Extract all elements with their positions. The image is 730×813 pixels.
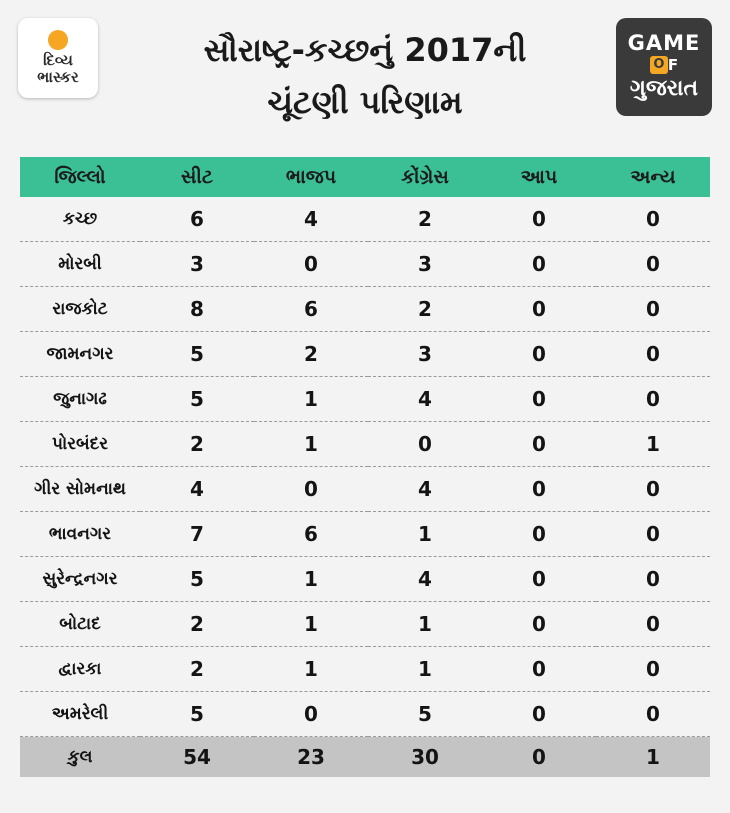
seats-cell: 8 — [140, 287, 254, 332]
congress-cell: 4 — [368, 467, 482, 512]
others-cell: 0 — [596, 692, 710, 737]
header-congress: કોંગ્રેસ — [368, 157, 482, 197]
seats-cell: 5 — [140, 692, 254, 737]
table-row — [20, 197, 710, 242]
congress-cell: 1 — [368, 512, 482, 557]
title-line1: સૌરાષ્ટ્ર-કચ્છનું 2017ની — [203, 31, 527, 69]
logo-right-line3: ગુજરાત — [629, 76, 699, 101]
table-row — [20, 287, 710, 332]
district-name: ગીર સોમનાથ — [20, 467, 140, 512]
game-of-gujarat-logo — [616, 18, 712, 116]
seats-cell: 2 — [140, 647, 254, 692]
district-name: કચ્છ — [20, 197, 140, 242]
logo-right-line2-text: F — [667, 56, 679, 74]
table-row — [20, 602, 710, 647]
others-cell: 0 — [596, 197, 710, 242]
header-district: જિલ્લો — [20, 157, 140, 197]
title-line2: ચૂંટણી પરિણામ — [267, 83, 463, 121]
others-cell: 0 — [596, 467, 710, 512]
bjp-cell: 0 — [254, 242, 368, 287]
seats-cell: 5 — [140, 332, 254, 377]
aap-cell: 0 — [482, 287, 596, 332]
table-row — [20, 332, 710, 377]
seats-cell: 4 — [140, 467, 254, 512]
logo-left-line2: ભાસ્કર — [37, 68, 79, 86]
aap-cell: 0 — [482, 512, 596, 557]
bjp-cell: 1 — [254, 602, 368, 647]
header-seats: સીટ — [140, 157, 254, 197]
congress-cell: 3 — [368, 242, 482, 287]
aap-cell: 0 — [482, 557, 596, 602]
district-name: ભાવનગર — [20, 512, 140, 557]
table-row — [20, 557, 710, 602]
total-others: 1 — [596, 737, 710, 778]
district-name: અમરેલી — [20, 692, 140, 737]
table-row — [20, 377, 710, 422]
header-aap: આપ — [482, 157, 596, 197]
others-cell: 0 — [596, 602, 710, 647]
congress-cell: 1 — [368, 602, 482, 647]
total-seats: 54 — [140, 737, 254, 778]
district-name: જુનાગઢ — [20, 377, 140, 422]
aap-cell: 0 — [482, 602, 596, 647]
others-cell: 0 — [596, 377, 710, 422]
bjp-cell: 2 — [254, 332, 368, 377]
table-row — [20, 647, 710, 692]
logo-right-box: O — [650, 56, 668, 74]
table-row — [20, 422, 710, 467]
district-name: જામનગર — [20, 332, 140, 377]
others-cell: 0 — [596, 647, 710, 692]
table-header-row — [20, 157, 710, 197]
congress-cell: 2 — [368, 287, 482, 332]
congress-cell: 4 — [368, 557, 482, 602]
bjp-cell: 1 — [254, 557, 368, 602]
seats-cell: 2 — [140, 422, 254, 467]
logo-right-line2 — [650, 55, 678, 75]
seats-cell: 5 — [140, 377, 254, 422]
congress-cell: 2 — [368, 197, 482, 242]
district-name: બોટાદ — [20, 602, 140, 647]
congress-cell: 5 — [368, 692, 482, 737]
district-name: રાજકોટ — [20, 287, 140, 332]
bjp-cell: 0 — [254, 467, 368, 512]
aap-cell: 0 — [482, 332, 596, 377]
seats-cell: 2 — [140, 602, 254, 647]
bjp-cell: 1 — [254, 377, 368, 422]
table-row — [20, 692, 710, 737]
others-cell: 0 — [596, 332, 710, 377]
header-bjp: ભાજપ — [254, 157, 368, 197]
table-row — [20, 512, 710, 557]
aap-cell: 0 — [482, 422, 596, 467]
others-cell: 0 — [596, 287, 710, 332]
seats-cell: 7 — [140, 512, 254, 557]
table-row — [20, 242, 710, 287]
bjp-cell: 1 — [254, 422, 368, 467]
seats-cell: 5 — [140, 557, 254, 602]
district-name: દ્વારકા — [20, 647, 140, 692]
district-name: સુરેન્દ્રનગર — [20, 557, 140, 602]
total-bjp: 23 — [254, 737, 368, 778]
congress-cell: 0 — [368, 422, 482, 467]
aap-cell: 0 — [482, 197, 596, 242]
others-cell: 0 — [596, 242, 710, 287]
congress-cell: 3 — [368, 332, 482, 377]
total-congress: 30 — [368, 737, 482, 778]
aap-cell: 0 — [482, 692, 596, 737]
results-table — [20, 157, 710, 777]
congress-cell: 1 — [368, 647, 482, 692]
aap-cell: 0 — [482, 467, 596, 512]
others-cell: 0 — [596, 512, 710, 557]
others-cell: 0 — [596, 557, 710, 602]
congress-cell: 4 — [368, 377, 482, 422]
divya-bhaskar-logo — [18, 18, 98, 98]
bjp-cell: 4 — [254, 197, 368, 242]
total-row — [20, 737, 710, 778]
total-label: કુલ — [20, 737, 140, 778]
aap-cell: 0 — [482, 647, 596, 692]
logo-right-line1: GAME — [627, 31, 701, 55]
page-title — [130, 24, 600, 128]
aap-cell: 0 — [482, 377, 596, 422]
bjp-cell: 6 — [254, 287, 368, 332]
bjp-cell: 6 — [254, 512, 368, 557]
district-name: પોરબંદર — [20, 422, 140, 467]
sun-icon — [48, 30, 68, 50]
bjp-cell: 0 — [254, 692, 368, 737]
table-row — [20, 467, 710, 512]
total-aap: 0 — [482, 737, 596, 778]
seats-cell: 3 — [140, 242, 254, 287]
others-cell: 1 — [596, 422, 710, 467]
seats-cell: 6 — [140, 197, 254, 242]
header-others: અન્ય — [596, 157, 710, 197]
district-name: મોરબી — [20, 242, 140, 287]
logo-left-line1: દિવ્ય — [43, 51, 73, 69]
bjp-cell: 1 — [254, 647, 368, 692]
aap-cell: 0 — [482, 242, 596, 287]
